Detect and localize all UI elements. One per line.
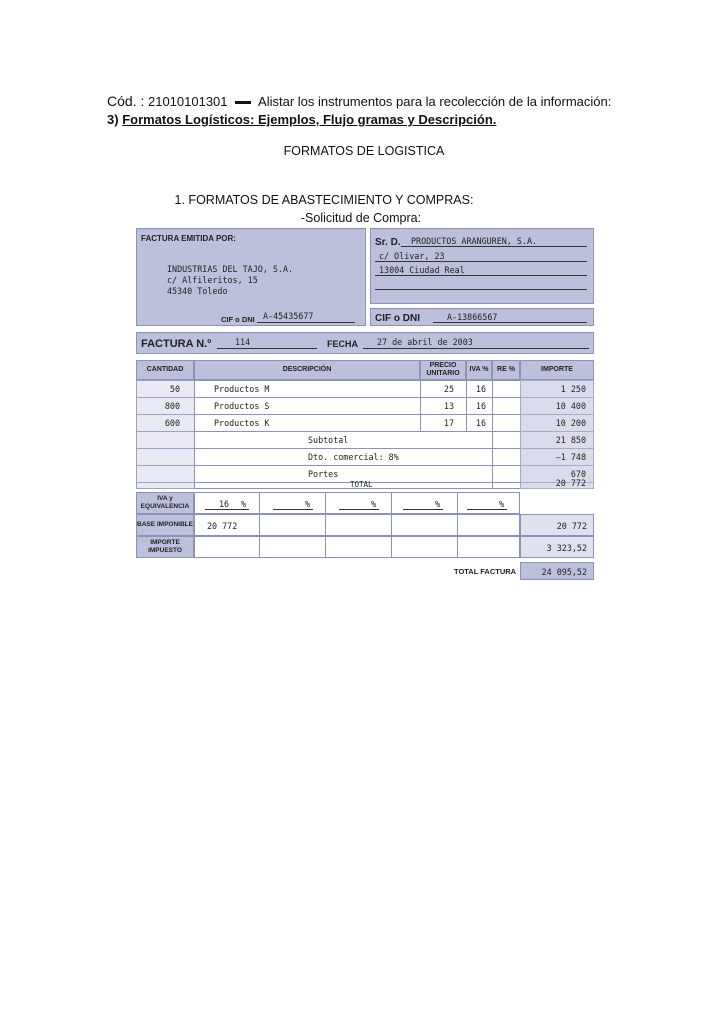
cod-value: 21010101301 xyxy=(147,94,228,109)
iva-pct-3: % xyxy=(371,499,377,509)
col-precio: PRECIO UNITARIO xyxy=(420,360,466,380)
portes-value: 670 xyxy=(570,469,586,479)
cif-receptor-box xyxy=(370,308,594,326)
cod-label: Cód. : xyxy=(107,93,145,109)
emisor-line-2: c/ Alfileritos, 15 xyxy=(167,275,258,285)
receptor-line-3: 13004 Ciudad Real xyxy=(379,265,465,275)
header-line-2 xyxy=(107,112,496,127)
row-2-descripcion: Productos S xyxy=(214,401,270,411)
iva-value-1: 16 xyxy=(219,499,230,509)
row-3-precio: 17 xyxy=(443,418,454,428)
total-factura-value: 24 095,52 xyxy=(541,567,587,577)
row-1-descripcion: Productos M xyxy=(214,384,270,394)
row-3-importe: 10 200 xyxy=(555,418,586,428)
line2-number: 3) xyxy=(107,112,119,127)
total-factura-label: TOTAL FACTURA xyxy=(454,567,517,576)
emisor-line-3: 45340 Toledo xyxy=(167,286,228,296)
iva-pct-1: % xyxy=(241,499,247,509)
base-importe: 20 772 xyxy=(556,521,587,531)
base-label: BASE IMPONIBLE xyxy=(136,514,194,536)
col-descripcion: DESCRIPCIÓN xyxy=(194,360,420,380)
cif-emisor-value: A-45435677 xyxy=(263,311,314,321)
base-cells xyxy=(194,514,520,536)
col-importe: IMPORTE xyxy=(520,360,594,380)
descuento-label: Dto. comercial: 8% xyxy=(308,452,399,462)
sr-label: Sr. D. xyxy=(375,237,401,248)
receptor-line-2: c/ Olivar, 23 xyxy=(379,251,445,261)
row-2-cantidad: 800 xyxy=(164,401,180,411)
iva-pct-2: % xyxy=(305,499,311,509)
line2-text: Formatos Logísticos: Ejemplos, Flujo gramas y Descripción. xyxy=(122,112,497,127)
impuesto-cells xyxy=(194,536,520,558)
row-1-iva: 16 xyxy=(475,384,486,394)
iva-pct-5: % xyxy=(499,499,505,509)
descuento-value: –1 748 xyxy=(555,452,586,462)
row-2-precio: 13 xyxy=(443,401,454,411)
factura-number: 114 xyxy=(235,337,251,347)
row-1-cantidad: 50 xyxy=(169,384,180,394)
col-re: RE % xyxy=(492,360,520,380)
cif-emisor-label: CIF o DNI xyxy=(221,315,255,324)
factura-label: FACTURA N.º xyxy=(141,338,212,350)
section-title: 1. FORMATOS DE ABASTECIMIENTO Y COMPRAS: xyxy=(174,193,474,207)
row-1-precio: 25 xyxy=(443,384,454,394)
subtotal-label: Subtotal xyxy=(308,435,349,445)
impuesto-label: IMPORTE IMPUESTO xyxy=(136,536,194,558)
impuesto-importe: 3 323,52 xyxy=(546,543,587,553)
total-value: 20 772 xyxy=(555,478,586,488)
iva-pct-4: % xyxy=(435,499,441,509)
dash-separator xyxy=(235,101,251,104)
base-value: 20 772 xyxy=(207,521,238,531)
row-2-iva: 16 xyxy=(475,401,486,411)
cod-text: Alistar los instrumentos para la recolección de la información: xyxy=(258,94,612,109)
col-cantidad: CANTIDAD xyxy=(136,360,194,380)
invoice-image xyxy=(136,228,594,583)
receptor-line-1: PRODUCTOS ARANGUREN, S.A. xyxy=(411,236,538,246)
header-line-1 xyxy=(107,93,611,109)
row-3-cantidad: 600 xyxy=(164,418,180,428)
cif-receptor-value: A-13866567 xyxy=(447,312,498,322)
row-2-importe: 10 400 xyxy=(555,401,586,411)
fecha-label: FECHA xyxy=(327,339,358,349)
emisor-box xyxy=(136,228,366,326)
receptor-box xyxy=(370,228,594,304)
total-label: TOTAL xyxy=(350,480,373,489)
row-3-iva: 16 xyxy=(475,418,486,428)
factura-bar xyxy=(136,332,594,354)
cif-receptor-label: CIF o DNI xyxy=(375,313,420,324)
iva-label: IVA y EQUIVALENCIA xyxy=(136,492,194,514)
portes-label: Portes xyxy=(308,469,339,479)
subsection-title: -Solicitud de Compra: xyxy=(300,211,422,225)
emisor-line-1: INDUSTRIAS DEL TAJO, S.A. xyxy=(167,264,294,274)
emitida-label: FACTURA EMITIDA POR: xyxy=(141,234,236,243)
iva-cells xyxy=(194,492,520,514)
page-title: FORMATOS DE LOGISTICA xyxy=(283,144,445,158)
row-1-importe: 1 250 xyxy=(560,384,586,394)
col-iva: IVA % xyxy=(466,360,492,380)
row-3-descripcion: Productos K xyxy=(214,418,270,428)
subtotal-value: 21 850 xyxy=(555,435,586,445)
fecha-value: 27 de abril de 2003 xyxy=(377,337,473,347)
